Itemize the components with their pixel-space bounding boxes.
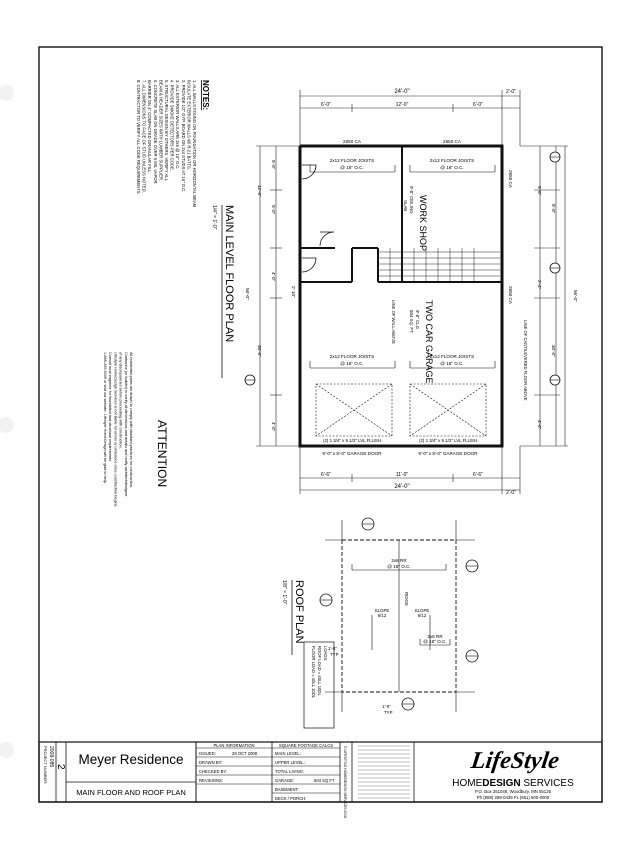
main-level-floor-plan — [211, 89, 578, 496]
floor-plan-scale: 1/4" = 1'-0" — [211, 205, 217, 230]
room-name-garage: TWO CAR GARAGE — [424, 300, 434, 384]
general-notes — [136, 80, 210, 208]
attention-notice — [103, 352, 169, 508]
copyright-note: © LIFESTYLE HOMEDESIGN SERVICES 2008 — [343, 746, 347, 818]
note-line: 2. PROVIDE 1/2" GYP. BOARD ON 2x4 STUDS AT 16" O.C. — [180, 80, 186, 193]
rafter-label: 2x8 RR — [391, 558, 407, 563]
note-line: 3. ALL EXTERIOR WALLS ARE 2x6 @ 16" O.C. — [175, 80, 181, 170]
note-line: 5. STRUCTURAL DESIGN BY OTHERS. VERIFY ALL — [164, 80, 169, 181]
company-address: P.O. Box 251049, Woodbury, MN 55125 — [475, 789, 551, 794]
attention-line: of any discrepancies before proceeding with construction. — [118, 352, 123, 449]
project-name: Meyer Residence — [78, 752, 184, 767]
upper-level-label: UPPER LEVEL: — [275, 760, 305, 765]
company-name-services: SERVICES — [520, 778, 574, 789]
joist-label: 2x12 FLOOR JOISTS — [429, 354, 475, 359]
loads-line: FLOOR LOAD = 40LL 10DL — [311, 646, 316, 699]
room-ceiling: 9'-0" CLG — [415, 310, 420, 329]
dim-right: 5'-8" — [537, 186, 542, 196]
joist-spacing: @ 16" O.C. — [440, 361, 464, 366]
window-label: 2650 CA — [508, 170, 513, 188]
dim-segment: 6'-6" — [321, 472, 331, 478]
roof-plan-title: ROOF PLAN — [293, 580, 305, 644]
joist-spacing: @ 16" O.C. — [340, 165, 364, 170]
dim-left: 2'-10" — [291, 286, 296, 298]
room-ceiling: 9'-0" CEILING — [409, 186, 414, 214]
dim-overall-width: 24'-0" — [394, 484, 410, 490]
dim-right: 2'-4" — [537, 280, 542, 290]
rafter-label: 2x8 RR — [427, 634, 443, 639]
dim-segment: 12'-0" — [395, 102, 409, 108]
company-logo: LifeStyle — [469, 748, 561, 774]
overhang-label: TYP — [330, 652, 339, 657]
slope-label: SLOPE — [414, 608, 430, 613]
rafter-spacing: @ 16" O.C. — [387, 564, 411, 569]
sheet-number: 2 — [55, 764, 66, 770]
drawn-by-label: DRAWN BY: — [199, 760, 223, 765]
joist-label: 2x12 FLOOR JOISTS — [329, 354, 375, 359]
dim-right: 30'-0" — [551, 345, 556, 357]
joist-spacing: @ 16" O.C. — [440, 165, 464, 170]
dim-segment: 6'-0" — [321, 102, 331, 108]
company-name — [452, 778, 574, 789]
basement-label: BASEMENT: — [275, 787, 299, 792]
binder-hole — [0, 417, 14, 433]
garage-door-label: 9'-0" x 8'-0" GARAGE DOOR — [322, 451, 382, 456]
overhang-label: 1'-0" — [382, 704, 391, 709]
dim-segment: 6'-0" — [473, 102, 483, 108]
ridge-label: RIDGE — [404, 592, 409, 606]
project-number-label: PROJECT NUMBER: — [43, 746, 48, 785]
dim-left: 30'-0" — [257, 345, 262, 357]
main-level-label: MAIN LEVEL: — [275, 751, 301, 756]
attention-line: Consult local engineer for foundation and structural requirements. — [108, 352, 113, 463]
wall-above-note: LINE OF WALL ABOVE — [391, 300, 396, 344]
company-name-home: HOME — [452, 778, 483, 789]
dim-left: 12'-0" — [257, 185, 262, 197]
plan-info-heading: PLAN INFORMATION — [213, 743, 255, 748]
dim-left: 4'-0" — [271, 272, 276, 282]
project-number: 2008-085 — [48, 746, 54, 768]
binder-hole — [0, 742, 14, 758]
cantilever-note: LINE OF CANTILEVERED FLOOR ABOVE — [523, 320, 528, 401]
slope-value: 6/12 — [377, 613, 387, 618]
title-block — [39, 742, 602, 818]
rafter-spacing: @ 16" O.C. — [423, 639, 447, 644]
garage-label: GARAGE: — [275, 778, 295, 783]
roof-plan — [281, 518, 478, 728]
notes-heading: NOTES: — [201, 80, 210, 111]
attention-line: Lifestyle HomeDesign Services is not liable for errors or omissions once construction begins. — [113, 352, 118, 508]
issued-value: 28 OCT 2008 — [232, 751, 258, 756]
note-line: 6. CONCRETE SLAB ON GRADE OVER 6 MIL VAPOR — [152, 80, 158, 184]
overhang-label: TYP — [384, 710, 393, 715]
company-phone: Ph (888) 269-0439 Fx (651) 600-0000 — [476, 795, 550, 800]
dim-segment: 11'-0" — [395, 472, 409, 478]
sqft-heading: SQUARE FOOTAGE CALCS — [278, 743, 334, 748]
sheet-title: MAIN FLOOR AND ROOF PLAN — [76, 788, 186, 797]
issued-label: ISSUED: — [199, 751, 216, 756]
dim-left-overall: 56'-0" — [245, 288, 250, 300]
dim-right: 4'-0" — [537, 420, 542, 430]
header-label: (2) 1 3/4" x 9 1/2" LVL FLUSH — [418, 438, 478, 443]
attention-heading: ATTENTION — [155, 420, 169, 488]
loads-line: ROOF LOAD = 40LL 10DL — [317, 646, 322, 696]
total-living-label: TOTAL LIVING: — [275, 769, 305, 774]
dim-left: 5'-0" — [271, 160, 276, 170]
room-name-workshop: WORK SHOP — [418, 195, 428, 252]
roof-plan-scale: 1/8" = 1'-0" — [281, 580, 287, 605]
dim-left: 4'-0" — [271, 422, 276, 432]
attention-line: Contractor (or builder) to verify all dimensions and details and notify architect/designer — [123, 352, 128, 497]
dim-overhang: 2'-0" — [506, 89, 516, 95]
room-area: SLAB — [403, 200, 408, 212]
window-label: 2650 CA — [443, 139, 461, 144]
attention-line: 1-888-269-0439 or visit our website. Lifestyle HomeDesign will be glad to help. — [103, 352, 107, 484]
joist-spacing: @ 16" O.C. — [340, 361, 364, 366]
dim-overhang: 2'-0" — [506, 490, 516, 496]
window-label: 2650 CA — [343, 139, 361, 144]
window-label: 2650 CA — [508, 286, 513, 304]
dim-left: 5'-0" — [271, 205, 276, 215]
garage-door-label: 9'-0" x 8'-0" GARAGE DOOR — [418, 451, 478, 456]
slope-label: SLOPE — [374, 608, 390, 613]
note-line: 8. CONTRACTOR TO VERIFY ALL CODE REQUIREMENTS. — [136, 80, 141, 195]
floor-plan-title: MAIN LEVEL FLOOR PLAN — [223, 205, 235, 343]
garage-value: 504 SQ FT — [314, 778, 335, 783]
company-name-design: DESIGN — [482, 778, 521, 789]
note-line: BEAM & HEADER SIZES WITH LUMBER SUPPLIER. — [158, 80, 164, 182]
dim-segment: 6'-6" — [473, 472, 483, 478]
attention-line: All residential plans are drawn to comply with standard practices for construction. — [129, 352, 133, 488]
note-line: 4. PROVIDE SMOKE DETECTORS PER CODE. — [169, 80, 175, 171]
joist-label: 2x12 FLOOR JOISTS — [329, 158, 375, 163]
dim-right-overall: 56'-0" — [573, 290, 578, 302]
checked-by-label: CHECKED BY: — [199, 769, 228, 774]
deck-label: DECK / PORCH: — [275, 796, 307, 801]
note-line: INSULATE EXTERIOR WALLS W/ R-21 BATTS. — [186, 80, 192, 170]
joist-label: 2x12 FLOOR JOISTS — [429, 158, 475, 163]
revisions-label: REVISIONS: — [199, 778, 223, 783]
note-line: 1. ALL WALLS FOUND ON FOUNDATION OR HORIZONTAL BEAM — [192, 80, 197, 208]
slope-value: 6/12 — [417, 613, 427, 618]
header-label: (2) 1 3/4" x 9 1/2" LVL FLUSH — [322, 438, 382, 443]
overhang-label: 1'-0" — [328, 646, 337, 651]
room-area: 504 SQ. FT. — [409, 310, 414, 334]
note-line: 7. ALL DIMENSIONS TO FACE OF STUD UNLESS NOTED. — [141, 80, 147, 193]
dim-overall-width: 24'-0" — [394, 89, 410, 95]
dim-right: 8'-0" — [551, 204, 556, 214]
note-line: BARRIER ON 4" COMPACTED GRANULAR FILL. — [147, 80, 153, 174]
binder-hole — [0, 85, 14, 101]
loads-line: LOADS: — [323, 646, 328, 662]
